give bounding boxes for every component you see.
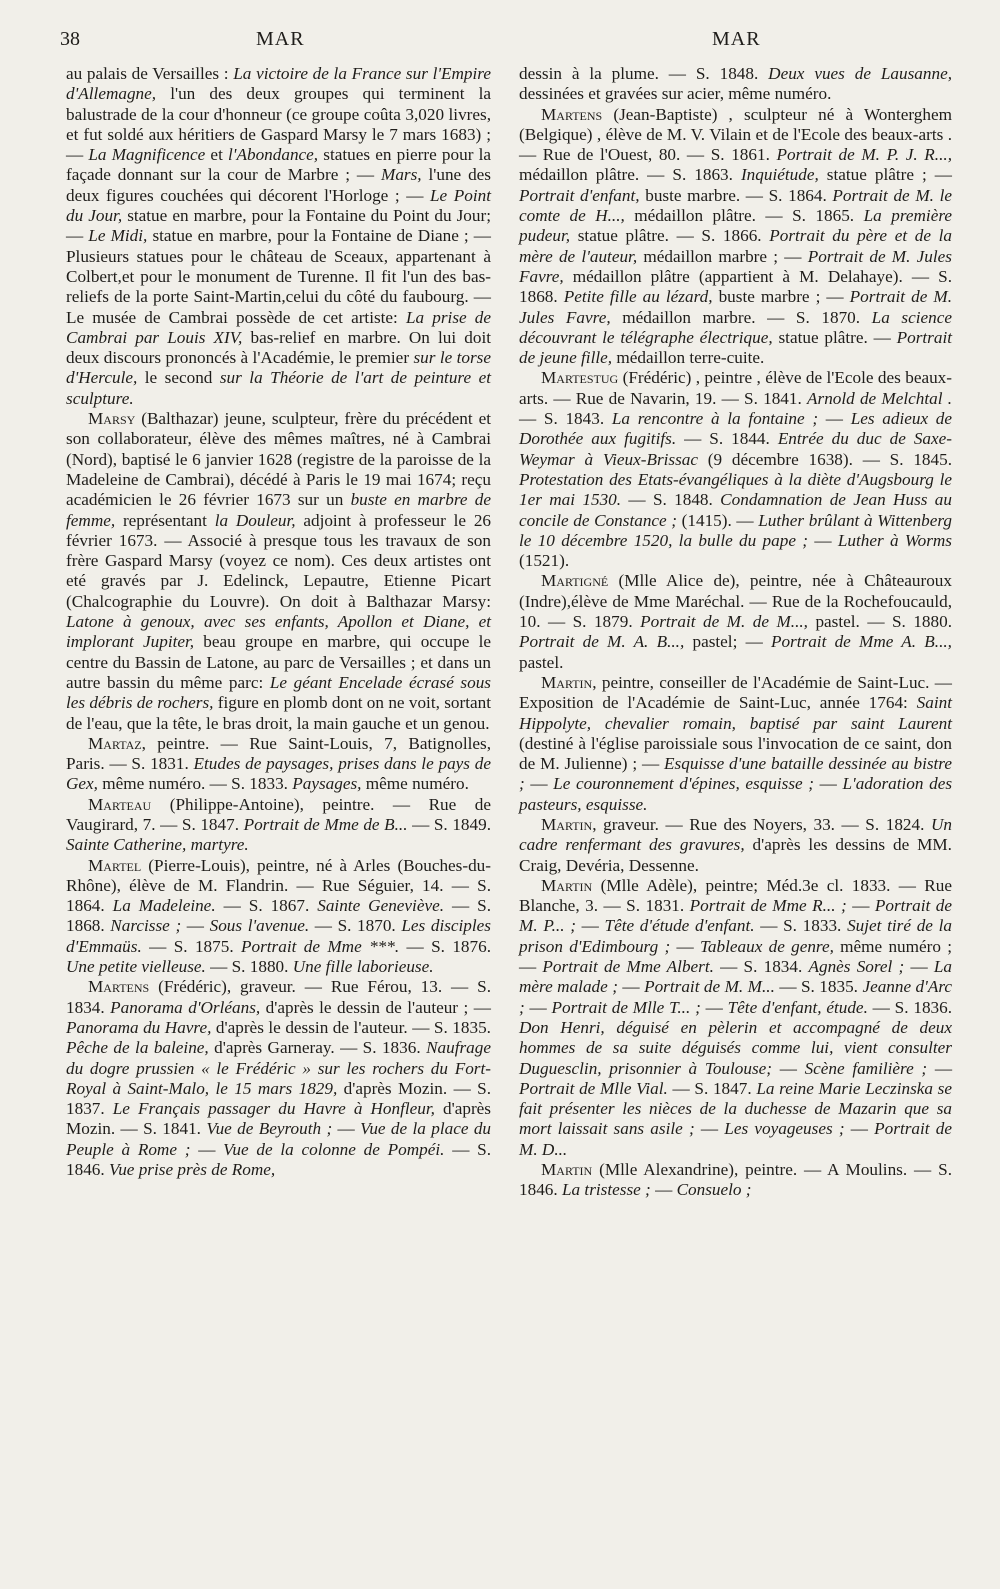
entry-text: — S. 1844. <box>676 429 778 449</box>
work-title: Le géant Encelade écrasé sous les débris de rochers, <box>66 672 491 713</box>
entry-text: — <box>181 916 210 936</box>
work-title: L'adoration des pasteurs, esquisse. <box>519 774 953 814</box>
work-title: Vue de la colonne de Pompéi. <box>223 1139 445 1159</box>
entry-name: Martin <box>541 875 593 895</box>
work-title: Portrait de Mme Albert. <box>542 957 714 977</box>
work-title: Portrait de Mme de B... <box>243 814 408 834</box>
work-title: Tête d'enfant, étude. <box>727 997 868 1017</box>
work-title: Narcisse ; <box>110 916 182 936</box>
entry-text: — S. 1848. <box>621 490 721 510</box>
work-title: Une petite vielleuse. <box>66 957 206 977</box>
entry-text: l'un des deux groupes qui terminent la balustrade de la cour d'honneur (ce groupe coûta 3,020 livres, et fut soldé aux héritiers de Gaspard Marsy le 7 mars 1683) ; — <box>66 84 491 165</box>
dictionary-entry <box>66 795 491 856</box>
entry-text: médaillon plâtre (appartient à M. Delahaye). — S. 1868. <box>519 266 952 307</box>
work-title: Portrait de Mme R... ; <box>689 896 847 916</box>
work-title: Protestation des Etats-évangéliques à la diète d'Augsbourg le 1er mai 1530. <box>519 469 952 510</box>
entry-text: — <box>694 1119 725 1139</box>
running-head-right: MAR <box>712 28 761 50</box>
entry-text: (Mlle Alice de), peintre, née à Châteauroux (Indre),élève de Mme Maréchal. — Rue de la Rochefoucauld, 10. — S. 1879. <box>519 571 952 632</box>
work-title: Paysages, <box>292 774 362 794</box>
continued-text <box>519 64 952 105</box>
work-title: Esquisse d'une bataille dessinée au bistre ; <box>519 754 952 794</box>
work-title: La première pudeur, <box>519 206 952 246</box>
entry-text: — <box>332 1119 361 1139</box>
work-title: Portrait d'enfant, <box>519 185 640 205</box>
work-title: La mère malade ; <box>519 957 953 997</box>
work-title: Deux vues de Lausanne, <box>768 64 952 83</box>
entry-text: — <box>524 997 552 1017</box>
work-title: Sous l'avenue. <box>209 916 310 936</box>
entry-text: (Mlle Alexandrine), peintre. — A Moulins. — S. 1846. <box>519 1160 952 1200</box>
entry-text: statue en marbre, pour la Fontaine du Point du Jour; — <box>66 206 491 246</box>
entry-text: — S. 1875. <box>141 936 241 956</box>
entry-name: Martestug <box>541 368 619 388</box>
entry-text: (Balthazar) jeune, sculpteur, frère du précédent et son collaborateur, élève des mêmes maîtres, né à Cambrai (Nord), baptisé le 6 janvier 1628 (registre de la paroisse de la Madeleine de Cambrai), décédé à Paris le 19 mai 1674; reçu académicien le 26 février 1673 sur un <box>66 409 491 510</box>
work-title: Mars, <box>381 165 422 185</box>
entry-text: (destiné à l'église paroissiale sous l'invocation de ce saint, don de M. Julienne) ; — <box>519 733 952 774</box>
dictionary-entry <box>519 368 952 571</box>
entry-text: médaillon plâtre. — S. 1865. <box>624 206 864 226</box>
entry-text: (Jean-Baptiste) , sculpteur né à Wonterghem (Belgique) , élève de M. V. Vilain et de l'Ecole des beaux-arts . — Rue de l'Ouest, 80. — S. 1861. <box>519 104 952 165</box>
entry-name: Martin <box>541 672 593 692</box>
entry-text: (Mlle Adèle), peintre; Méd.3e cl. 1833. — Rue Blanche, 3. — S. 1831. <box>519 875 952 916</box>
entry-text: (Frédéric), graveur. — Rue Férou, 13. — S. 1834. <box>66 977 491 1017</box>
work-title: Le Français passager du Havre à Honfleur, <box>112 1099 435 1119</box>
work-title: sur la Théorie de l'art de peinture et sculpture. <box>66 368 491 408</box>
work-title: Entrée du duc de Saxe-Weymar à Vieux-Brissac <box>519 429 952 469</box>
work-title: Les adieux de Dorothée aux fugitifs. <box>519 409 953 449</box>
dictionary-entry <box>66 977 491 1180</box>
entry-text: — <box>575 916 605 936</box>
work-title: Latone à genoux, avec ses enfants, Apollon et Diane, et implorant Jupiter, <box>66 612 491 652</box>
work-title: La prise de Cambrai par Louis XIV, <box>66 307 492 347</box>
entry-text: pastel. — S. 1880. <box>807 612 952 632</box>
work-title: Pêche de la baleine, <box>66 1038 209 1058</box>
entry-text: — S. 1870. <box>309 916 402 936</box>
dictionary-entry <box>519 673 952 815</box>
work-title: La rencontre à la fontaine ; <box>611 409 819 429</box>
right-column <box>519 64 952 1201</box>
work-title: Portrait de M. D... <box>519 1119 952 1159</box>
work-title: Vue prise près de Rome, <box>108 1160 276 1180</box>
entry-text: buste marbre ; — <box>712 287 850 307</box>
work-title: Portrait du père et de la mère de l'auteur, <box>519 226 952 266</box>
entry-text: d'après Mozin. — S. 1841. <box>66 1099 491 1139</box>
entry-text: — <box>700 997 728 1017</box>
entry-text: dessin à la plume. — S. 1848. <box>519 64 769 83</box>
work-title: Panorama du Havre, <box>66 1017 212 1037</box>
work-title: Don Henri, déguisé en pèlerin et accompagné de deux hommes de sa suite déguisés comme lui, vient consulter Duguesclin, prisonnier à Toulouse; <box>519 1017 952 1078</box>
entry-text: — S. 1847. <box>667 1078 757 1098</box>
entry-text: , graveur. — Rue des Noyers, 33. — S. 1824. <box>592 814 931 834</box>
entry-text: figure en plomb dont on ne voit, sortant de l'eau, que la tête, le bras droit, la main gauche et un genou. <box>66 693 492 733</box>
work-title: buste en marbre de femme, <box>66 490 491 530</box>
entry-text: — S. 1876. <box>399 936 491 956</box>
work-title: Vue de la place du Peuple à Rome ; <box>66 1119 492 1159</box>
work-title: Portrait de M. Jules Favre, <box>519 287 952 327</box>
entry-text: — <box>524 774 554 794</box>
entry-text: même numéro. — S. 1833. <box>97 774 293 794</box>
dictionary-entry <box>519 105 952 369</box>
entry-text: au palais de Versailles : <box>66 64 234 83</box>
entry-text: statue plâtre ; — <box>818 165 952 185</box>
running-head-left: MAR <box>256 28 305 50</box>
entry-text: statue en marbre, pour la Fontaine de Diane ; — Plusieurs statues pour le château de Sceaux, appartenant à Colbert,et pour le monument de Turenne. Il fit l'un des bas-reliefs de la porte Saint-Martin,celui du côté du faubourg. — Le musée de Cambrai possède de cet artiste: <box>66 226 491 327</box>
work-title: Le couronnement d'épines, esquisse ; <box>553 774 815 794</box>
dictionary-entry <box>519 571 952 672</box>
work-title: Le Point du Jour, <box>66 185 491 226</box>
work-title: La victoire de la France sur l'Empire d'Allemagne, <box>66 64 491 104</box>
entry-name: Martel <box>88 855 142 875</box>
work-title: Sainte Geneviève. <box>317 896 445 916</box>
work-title: Portrait de Mme ***. <box>240 936 400 956</box>
entry-text: — <box>650 1180 677 1200</box>
work-title: Etudes de paysages, prises dans le pays de Gex, <box>66 754 491 794</box>
entry-text: — <box>670 936 700 956</box>
work-title: Scène familière ; <box>804 1058 928 1078</box>
work-title: Portrait de jeune fille, <box>519 327 952 368</box>
entry-text: l'une des deux figures couchées qui décorent l'Horloge ; — <box>66 165 491 205</box>
entry-text: — <box>808 530 838 550</box>
entry-text: — S. 1868. <box>66 896 492 936</box>
work-title: Tête d'étude d'enfant. <box>604 916 755 936</box>
entry-text: statue plâtre. — <box>772 327 897 347</box>
dictionary-entry <box>519 876 952 1160</box>
dictionary-entry <box>66 856 491 978</box>
entry-text: médaillon terre-cuite. <box>612 348 765 368</box>
dictionary-entry <box>519 1160 952 1201</box>
work-title: Portrait de M. P... ; <box>519 896 952 936</box>
entry-text: — <box>617 977 645 997</box>
work-title: La reine Marie Leczinska se fait présenter les nièces de la duchesse de Mazarin que sa mort laissait sans asile ; <box>519 1078 952 1139</box>
page-number: 38 <box>60 28 80 50</box>
entry-text: — S. 1833. <box>754 916 848 936</box>
dictionary-entry <box>66 734 491 795</box>
entry-text: médaillon plâtre. — S. 1863. <box>519 165 741 185</box>
entry-text: même numéro. <box>361 774 469 794</box>
entry-text: (9 décembre 1638). — S. 1845. <box>698 449 952 469</box>
work-title: la Douleur, <box>214 510 296 530</box>
entry-text: (Pierre-Louis), peintre, né à Arles (Bouches-du-Rhône), élève de M. Flandrin. — Rue Séguier, 14. — S. 1864. <box>66 855 491 916</box>
entry-text: beau groupe en marbre, qui occupe le centre du Bassin de Latone, au parc de Versailles ; et dans un autre bassin du même parc: <box>66 632 491 692</box>
work-title: Petite fille au lézard, <box>563 287 713 307</box>
entry-text: — S. 1836. <box>867 997 953 1017</box>
work-title: Arnold de Melchtal . <box>807 388 952 408</box>
work-title: Portrait de M. Jules Favre, <box>519 246 952 286</box>
entry-name: Martigné <box>541 571 609 591</box>
entry-text: , peintre, conseiller de l'Académie de Saint-Luc. — Exposition de l'Académie de Saint-Luc, année 1764: <box>519 672 952 713</box>
work-title: Les voyageuses ; <box>724 1119 845 1139</box>
work-title: Naufrage du dogre prussien « le Frédéric » sur les rochers du Fort-Royal à Saint-Malo, le 15 mars 1829, <box>66 1038 491 1098</box>
entry-text: — <box>772 1058 805 1078</box>
entry-name: Martens <box>88 977 150 997</box>
work-title: Portrait de M. M... <box>644 977 775 997</box>
entry-text: d'après les dessins de MM. Craig, Devéria, Dessenne. <box>519 835 952 875</box>
entry-text: (Frédéric) , peintre , élève de l'Ecole des beaux-arts. — Rue de Navarin, 19. — S. 1841. <box>519 368 952 408</box>
work-title: Sainte Catherine, martyre. <box>66 835 249 855</box>
entry-text: pastel; — <box>684 632 771 652</box>
work-title: Saint Hippolyte, chevalier romain, baptisé par saint Laurent <box>519 693 952 733</box>
entry-text: — <box>846 896 875 916</box>
work-title: Un cadre renfermant des gravures, <box>519 814 952 855</box>
entry-text: bas-relief en marbre. On lui doit deux discours prononcés à l'Académie, le premier <box>66 327 492 368</box>
entry-text: adjoint à professeur le 26 février 1673. — Associé à presque tous les travaux de son frère Gaspard Marsy (voyez ce nom). Ces deux artistes ont eté gravés par J. Edelinck, Lepautre, Etienne Picart (Chalcographie du Louvre). On doit à Balthazar Marsy: <box>66 510 492 611</box>
continued-text <box>66 64 491 409</box>
work-title: Luther brûlant à Wittenberg le 10 décembre 1520, la bulle du pape ; <box>519 510 952 550</box>
work-title: Une fille laborieuse. <box>292 957 434 977</box>
entry-text: pastel. <box>519 652 564 672</box>
work-title: Panorama d'Orléans, <box>110 997 261 1017</box>
entry-text: et <box>205 145 229 165</box>
entry-text: — S. 1834. <box>713 957 809 977</box>
entry-text: (Philippe-Antoine), peintre. — Rue de Vaugirard, 7. — S. 1847. <box>66 794 491 834</box>
entry-text: (1415). — <box>677 510 759 530</box>
entry-text: représentant <box>115 510 215 530</box>
entry-text: médaillon marbre ; — <box>637 246 808 266</box>
work-title: Condamnation de Jean Huss au concile de Constance ; <box>519 490 952 530</box>
entry-text: — S. 1880. <box>205 957 293 977</box>
work-title: La tristesse ; <box>561 1180 651 1200</box>
entry-text: — S. 1835. <box>774 977 863 997</box>
entry-name: Martin <box>541 814 593 834</box>
work-title: Tableaux de genre, <box>699 936 834 956</box>
entry-text: — <box>818 409 851 429</box>
work-title: Portrait de Mlle Vial. <box>519 1078 668 1098</box>
entry-text: — <box>814 774 843 794</box>
work-title: Le Midi, <box>88 226 148 246</box>
work-title: Portrait de Mme A. B..., <box>770 632 952 652</box>
entry-text: — <box>190 1139 224 1159</box>
entry-text: — S. 1843. <box>519 409 612 429</box>
entry-text: le second <box>137 368 220 388</box>
work-title: Portrait de M. de M..., <box>640 612 808 632</box>
entry-text: statue plâtre. — S. 1866. <box>570 226 770 246</box>
work-title: Consuelo ; <box>676 1180 752 1200</box>
work-title: Inquiétude, <box>740 165 819 185</box>
work-title: Sujet tiré de la prison d'Edimbourg ; <box>519 916 952 956</box>
work-title: Portrait de M. P. J. R..., <box>776 145 952 165</box>
entry-text: — <box>927 1058 953 1078</box>
entry-name: Marsy <box>88 409 136 429</box>
work-title: Jeanne d'Arc ; <box>519 977 953 1017</box>
entry-text: — S. 1846. <box>66 1139 492 1180</box>
work-title: Portrait de Mlle T... ; <box>551 997 701 1017</box>
entry-text: , peintre. — Rue Saint-Louis, 7, Batignolles, Paris. — S. 1831. <box>66 733 491 774</box>
entry-name: Marteau <box>88 794 152 814</box>
entry-text: d'après le dessin de l'auteur. — S. 1835. <box>211 1017 491 1037</box>
work-title: Portrait de M. le comte de H..., <box>519 185 952 226</box>
work-title: Portrait de M. A. B..., <box>519 632 685 652</box>
entry-text: d'après Mozin. — S. 1837. <box>66 1078 491 1119</box>
entry-text: statues en pierre pour la façade donnant sur la cour de Marbre ; — <box>66 145 492 185</box>
dictionary-entry <box>66 409 491 734</box>
entry-text: — <box>844 1119 875 1139</box>
entry-text: — S. 1849. <box>407 814 491 834</box>
work-title: l'Abondance, <box>228 145 319 165</box>
page-header <box>60 28 945 58</box>
work-title: La Madeleine. <box>112 896 216 916</box>
entry-text: — S. 1867. <box>215 896 318 916</box>
left-column <box>66 64 491 1180</box>
work-title: La Magnificence <box>88 145 206 165</box>
entry-name: Martaz <box>88 733 142 753</box>
work-title: sur le torse d'Hercule, <box>66 348 492 388</box>
entry-text: même numéro ; — <box>519 936 953 977</box>
entry-name: Martin <box>541 1160 593 1180</box>
entry-text: (1521). <box>519 551 570 571</box>
entry-text: médaillon marbre. — S. 1870. <box>610 307 872 327</box>
work-title: La science découvrant le télégraphe électrique, <box>519 307 953 347</box>
entry-text: d'après Garneray. — S. 1836. <box>208 1038 427 1058</box>
work-title: Agnès Sorel ; <box>808 957 905 977</box>
work-title: Les disciples d'Emmaüs. <box>66 916 491 956</box>
entry-text: — <box>904 957 934 977</box>
entry-text: dessinées et gravées sur acier, même numéro. <box>519 84 832 104</box>
entry-text: buste marbre. — S. 1864. <box>639 185 833 205</box>
entry-name: Martens <box>541 104 603 124</box>
dictionary-entry <box>519 815 952 876</box>
work-title: Luther à Worms <box>837 530 952 550</box>
entry-text: d'après le dessin de l'auteur ; — <box>260 997 491 1017</box>
work-title: Vue de Beyrouth ; <box>206 1119 333 1139</box>
